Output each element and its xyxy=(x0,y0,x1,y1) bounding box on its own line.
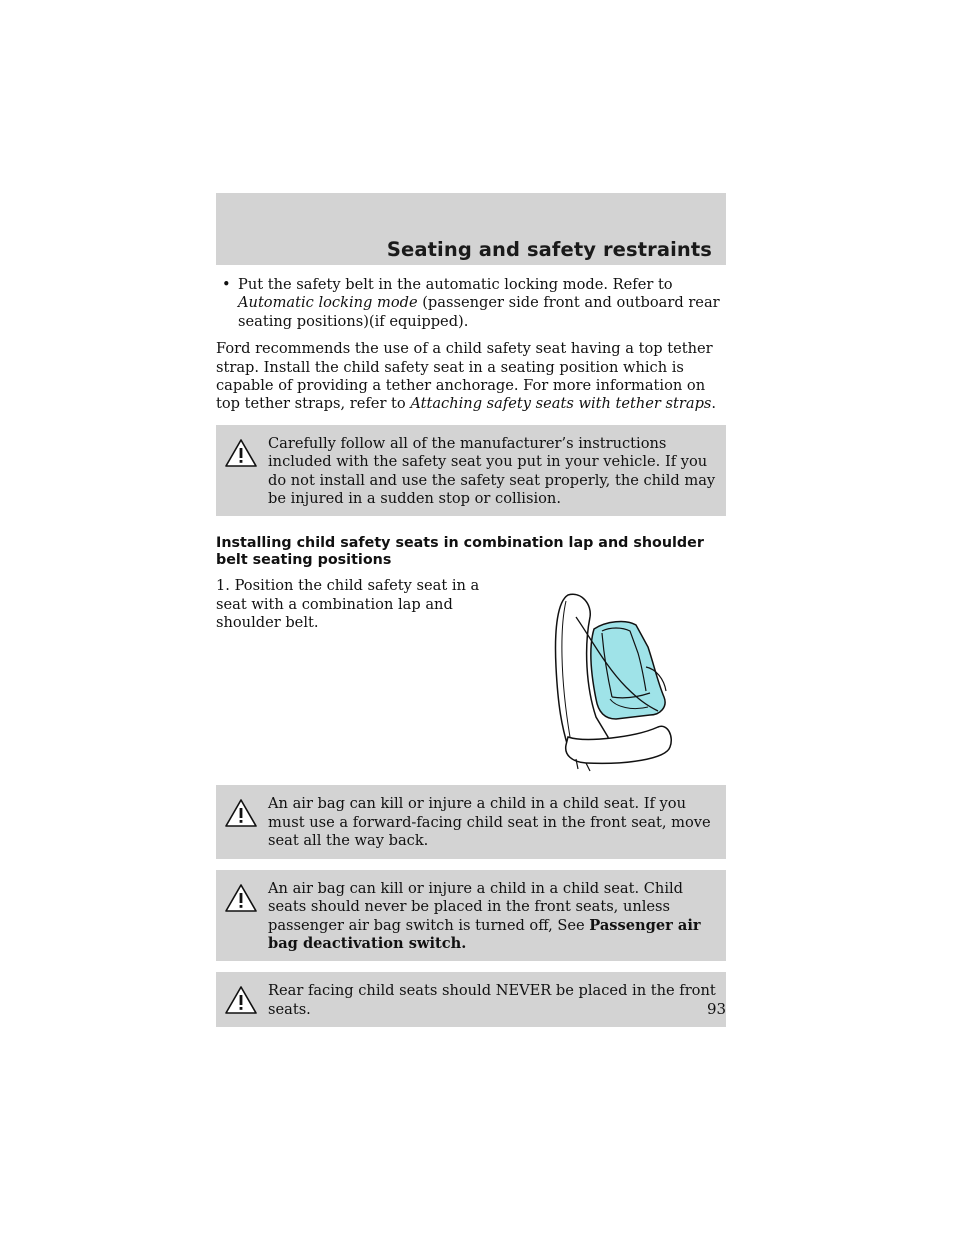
paragraph-text: Ford recommends the use of a child safety seat having a top tether strap. Install the child safety seat in a seating position which is capable of providing a tether anchorage. For more information on top tether straps, refer to xyxy=(216,340,713,413)
bullet-item xyxy=(216,276,726,331)
step-text: 1. Position the child safety seat in a seat with a combination lap and shoulder belt. xyxy=(216,577,480,632)
page-header-band xyxy=(216,193,726,265)
bullet-text: Put the safety belt in the automatic locking mode. Refer to xyxy=(238,276,673,293)
warning-triangle-icon xyxy=(224,438,258,468)
bullet-text-tail: (passenger side front and outboard rear seating positions)(if equipped). xyxy=(238,294,720,330)
step-row xyxy=(216,577,726,772)
warning-triangle-icon xyxy=(224,798,258,828)
paragraph-text-tail: . xyxy=(711,395,717,413)
warning-box xyxy=(216,425,726,517)
warning-box xyxy=(216,785,726,858)
warning-box xyxy=(216,870,726,962)
section-heading: Installing child safety seats in combination lap and shoulder belt seating positions xyxy=(216,535,704,569)
child-safety-seat-illustration xyxy=(546,587,686,772)
warning-text: An air bag can kill or injure a child in a child seat. If you must use a forward-facing child seat in the front seat, move seat all the way back. xyxy=(268,795,711,850)
warning-text: Carefully follow all of the manufacturer’s instructions included with the safety seat you put in your vehicle. If you do not install and use the safety seat properly, the child may be injured in a sudden stop or collision. xyxy=(268,434,716,508)
page-number: 93 xyxy=(707,1000,727,1018)
warning-text: An air bag can kill or injure a child in a child seat. Child seats should never be placed in the front seats, unless passenger air bag switch is turned off, See xyxy=(268,879,683,934)
bullet-marker: • xyxy=(222,276,231,293)
page-content xyxy=(216,276,726,1027)
body-paragraph xyxy=(216,340,726,414)
warning-box xyxy=(216,972,726,1027)
warning-text-block xyxy=(226,880,716,954)
section-title: Seating and safety restraints xyxy=(386,238,712,261)
warning-triangle-icon xyxy=(224,985,258,1015)
paragraph-ref-italic: Attaching safety seats with tether straps xyxy=(410,395,712,413)
warning-triangle-icon xyxy=(224,883,258,913)
warning-ref-bold: Passenger air bag deactivation switch. xyxy=(268,916,701,952)
warning-text: Rear facing child seats should NEVER be placed in the front seats. xyxy=(268,982,716,1018)
bullet-ref-italic: Automatic locking mode xyxy=(238,294,418,312)
